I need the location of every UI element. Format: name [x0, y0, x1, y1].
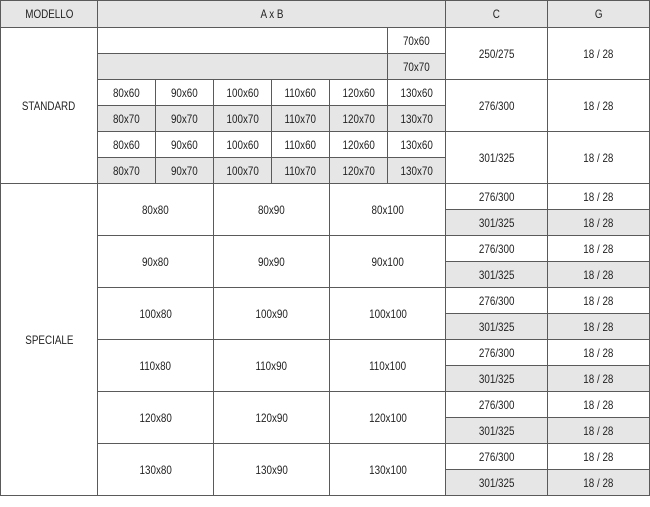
g-value: 18 / 28	[548, 210, 650, 236]
size-cell: 130x80	[98, 444, 214, 496]
table-row	[1, 80, 650, 106]
size-cell: 110x60	[272, 132, 330, 158]
g-value: 18 / 28	[548, 418, 650, 444]
g-value: 18 / 28	[548, 262, 650, 288]
size-cell: 90x70	[156, 158, 214, 184]
size-cell: 80x70	[98, 106, 156, 132]
g-value: 18 / 28	[548, 340, 650, 366]
header-axb	[98, 1, 446, 28]
g-value: 18 / 28	[548, 366, 650, 392]
size-cell: 70x70	[388, 54, 446, 80]
size-cell: 110x70	[272, 106, 330, 132]
size-cell: 110x70	[272, 158, 330, 184]
model-label-standard: STANDARD	[1, 28, 98, 184]
size-cell: 130x100	[330, 444, 446, 496]
size-cell: 100x60	[214, 132, 272, 158]
standard-section	[1, 28, 650, 184]
size-cell: 120x60	[330, 80, 388, 106]
c-value: 276/300	[446, 444, 548, 470]
table-row	[1, 236, 650, 262]
header-c-label: C	[492, 7, 501, 21]
table-row	[1, 132, 650, 158]
size-cell: 90x100	[330, 236, 446, 288]
g-value: 18 / 28	[548, 80, 650, 132]
g-value: 18 / 28	[548, 392, 650, 418]
size-cell: 100x60	[214, 80, 272, 106]
size-cell: 120x70	[330, 106, 388, 132]
header-modello	[1, 1, 98, 28]
size-cell: 130x60	[388, 80, 446, 106]
table-row	[1, 288, 650, 314]
c-value: 276/300	[446, 80, 548, 132]
table-row	[1, 444, 650, 470]
table-row	[1, 392, 650, 418]
size-cell: 120x60	[330, 132, 388, 158]
size-cell: 90x80	[98, 236, 214, 288]
size-cell: 120x90	[214, 392, 330, 444]
size-cell: 130x90	[214, 444, 330, 496]
c-value: 301/325	[446, 210, 548, 236]
c-value: 301/325	[446, 314, 548, 340]
size-cell: 70x60	[388, 28, 446, 54]
size-cell: 80x90	[214, 184, 330, 236]
c-value: 301/325	[446, 418, 548, 444]
size-cell: 90x70	[156, 106, 214, 132]
g-value: 18 / 28	[548, 470, 650, 496]
speciale-section	[1, 184, 650, 496]
g-value: 18 / 28	[548, 314, 650, 340]
table-row	[1, 28, 650, 54]
c-value: 276/300	[446, 392, 548, 418]
c-value: 276/300	[446, 236, 548, 262]
c-value: 301/325	[446, 262, 548, 288]
size-cell: 130x60	[388, 132, 446, 158]
size-cell: 110x60	[272, 80, 330, 106]
g-value: 18 / 28	[548, 184, 650, 210]
c-value: 301/325	[446, 366, 548, 392]
c-value: 276/300	[446, 340, 548, 366]
size-cell: 80x60	[98, 132, 156, 158]
empty-cell	[98, 28, 388, 54]
size-cell: 100x70	[214, 106, 272, 132]
g-value: 18 / 28	[548, 288, 650, 314]
size-cell: 100x90	[214, 288, 330, 340]
size-cell: 130x70	[388, 106, 446, 132]
g-value: 18 / 28	[548, 444, 650, 470]
header-row	[1, 1, 650, 28]
table-row	[1, 340, 650, 366]
g-value: 18 / 28	[548, 28, 650, 80]
size-cell: 110x90	[214, 340, 330, 392]
model-label-speciale: SPECIALE	[1, 184, 98, 496]
header-c	[446, 1, 548, 28]
size-cell: 80x60	[98, 80, 156, 106]
g-value: 18 / 28	[548, 132, 650, 184]
header-g	[548, 1, 650, 28]
size-cell: 130x70	[388, 158, 446, 184]
size-cell: 120x100	[330, 392, 446, 444]
g-value: 18 / 28	[548, 236, 650, 262]
size-cell: 90x60	[156, 80, 214, 106]
table-row	[1, 184, 650, 210]
c-value: 301/325	[446, 132, 548, 184]
header-g-label: G	[594, 7, 603, 21]
size-cell: 120x80	[98, 392, 214, 444]
size-cell: 110x80	[98, 340, 214, 392]
size-cell: 110x100	[330, 340, 446, 392]
size-cell: 100x100	[330, 288, 446, 340]
size-cell: 100x80	[98, 288, 214, 340]
c-value: 276/300	[446, 184, 548, 210]
empty-cell	[98, 54, 388, 80]
size-cell: 100x70	[214, 158, 272, 184]
size-cell: 90x60	[156, 132, 214, 158]
size-cell: 120x70	[330, 158, 388, 184]
c-value: 301/325	[446, 470, 548, 496]
size-cell: 80x100	[330, 184, 446, 236]
header-modello-label: MODELLO	[24, 7, 74, 21]
header-axb-label: A x B	[260, 7, 284, 21]
size-cell: 80x80	[98, 184, 214, 236]
c-value: 276/300	[446, 288, 548, 314]
c-value: 250/275	[446, 28, 548, 80]
size-cell: 90x90	[214, 236, 330, 288]
size-cell: 80x70	[98, 158, 156, 184]
